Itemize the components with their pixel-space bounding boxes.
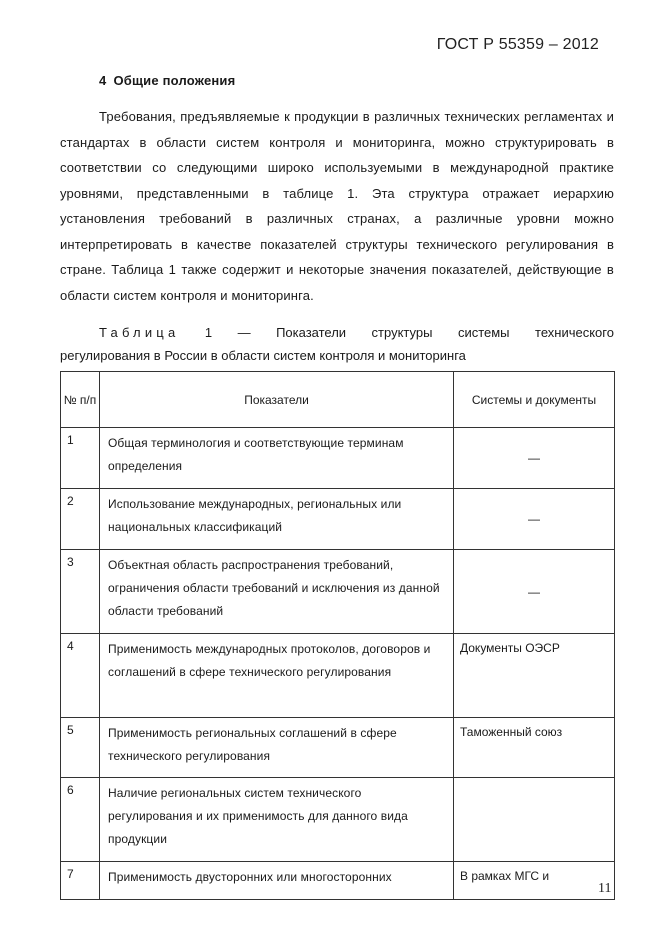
header-number: № п/п [61, 372, 100, 428]
table-caption-line-1 [60, 321, 614, 344]
header-indicators: Показатели [100, 372, 454, 428]
table-caption-line-2: регулирования в России в области систем контроля и мониторинга [60, 348, 466, 363]
indicators-table [60, 371, 615, 900]
row-number: 7 [61, 862, 100, 900]
table-row [61, 634, 615, 718]
section-title: Общие положения [113, 73, 236, 88]
row-systems: В рамках МГС и [454, 862, 615, 900]
table-row [61, 718, 615, 778]
header-systems: Системы и документы [454, 372, 615, 428]
table-caption-word-2: структуры [371, 325, 433, 340]
row-indicator: Применимость региональных соглашений в сфере технического регулирования [100, 718, 454, 778]
row-number: 2 [61, 489, 100, 550]
row-indicator: Наличие региональных систем технического регулирования и их применимость для данного вида продукции [100, 778, 454, 862]
document-code-header: ГОСТ Р 55359 – 2012 [436, 36, 599, 53]
row-indicator: Применимость двусторонних или многосторонних [100, 862, 454, 900]
table-caption-dash: — [237, 325, 251, 340]
row-systems: — [454, 550, 615, 634]
table-caption-word-3: системы [457, 325, 510, 340]
row-systems: Документы ОЭСР [454, 634, 615, 718]
row-indicator: Использование международных, региональных или национальных классификаций [100, 489, 454, 550]
row-number: 4 [61, 634, 100, 718]
table-caption-word-4: технического [535, 325, 614, 340]
table-row [61, 428, 615, 489]
table-caption [60, 321, 614, 367]
table-header-row [61, 372, 615, 428]
section-paragraph: Требования, предъявляемые к продукции в различных технических регламентах и стандартах в области систем контроля и мониторинга, можно структурировать в соответствии со следующими широко используемыми в международной практике уровнями, представленными в таблице 1. Эта структура отражает иерархию установления требований в различных странах, а различные уровни можно интерпретировать в качестве показателей структуры технического регулирования в стране. Таблица 1 также содержит и некоторые значения показателей, действующие в области систем контроля и мониторинга. [60, 109, 614, 303]
table-row [61, 778, 615, 862]
table-row [61, 550, 615, 634]
row-number: 5 [61, 718, 100, 778]
row-indicator: Объектная область распространения требований, ограничения области требований и исключения из данной области требований [100, 550, 454, 634]
table-caption-number: 1 [204, 325, 213, 340]
section-number: 4 [99, 73, 107, 88]
section-heading [99, 73, 235, 88]
table-caption-word-1: Показатели [276, 325, 347, 340]
row-indicator: Применимость международных протоколов, договоров и соглашений в сфере технического регулирования [100, 634, 454, 718]
row-number: 3 [61, 550, 100, 634]
row-systems: — [454, 428, 615, 489]
row-indicator: Общая терминология и соответствующие терминам определения [100, 428, 454, 489]
row-systems: — [454, 489, 615, 550]
table-caption-label: Таблица [99, 325, 180, 340]
page-number: 11 [598, 881, 612, 896]
table-row [61, 489, 615, 550]
row-systems [454, 778, 615, 862]
row-number: 1 [61, 428, 100, 489]
row-systems: Таможенный союз [454, 718, 615, 778]
table-row [61, 862, 615, 900]
row-number: 6 [61, 778, 100, 862]
